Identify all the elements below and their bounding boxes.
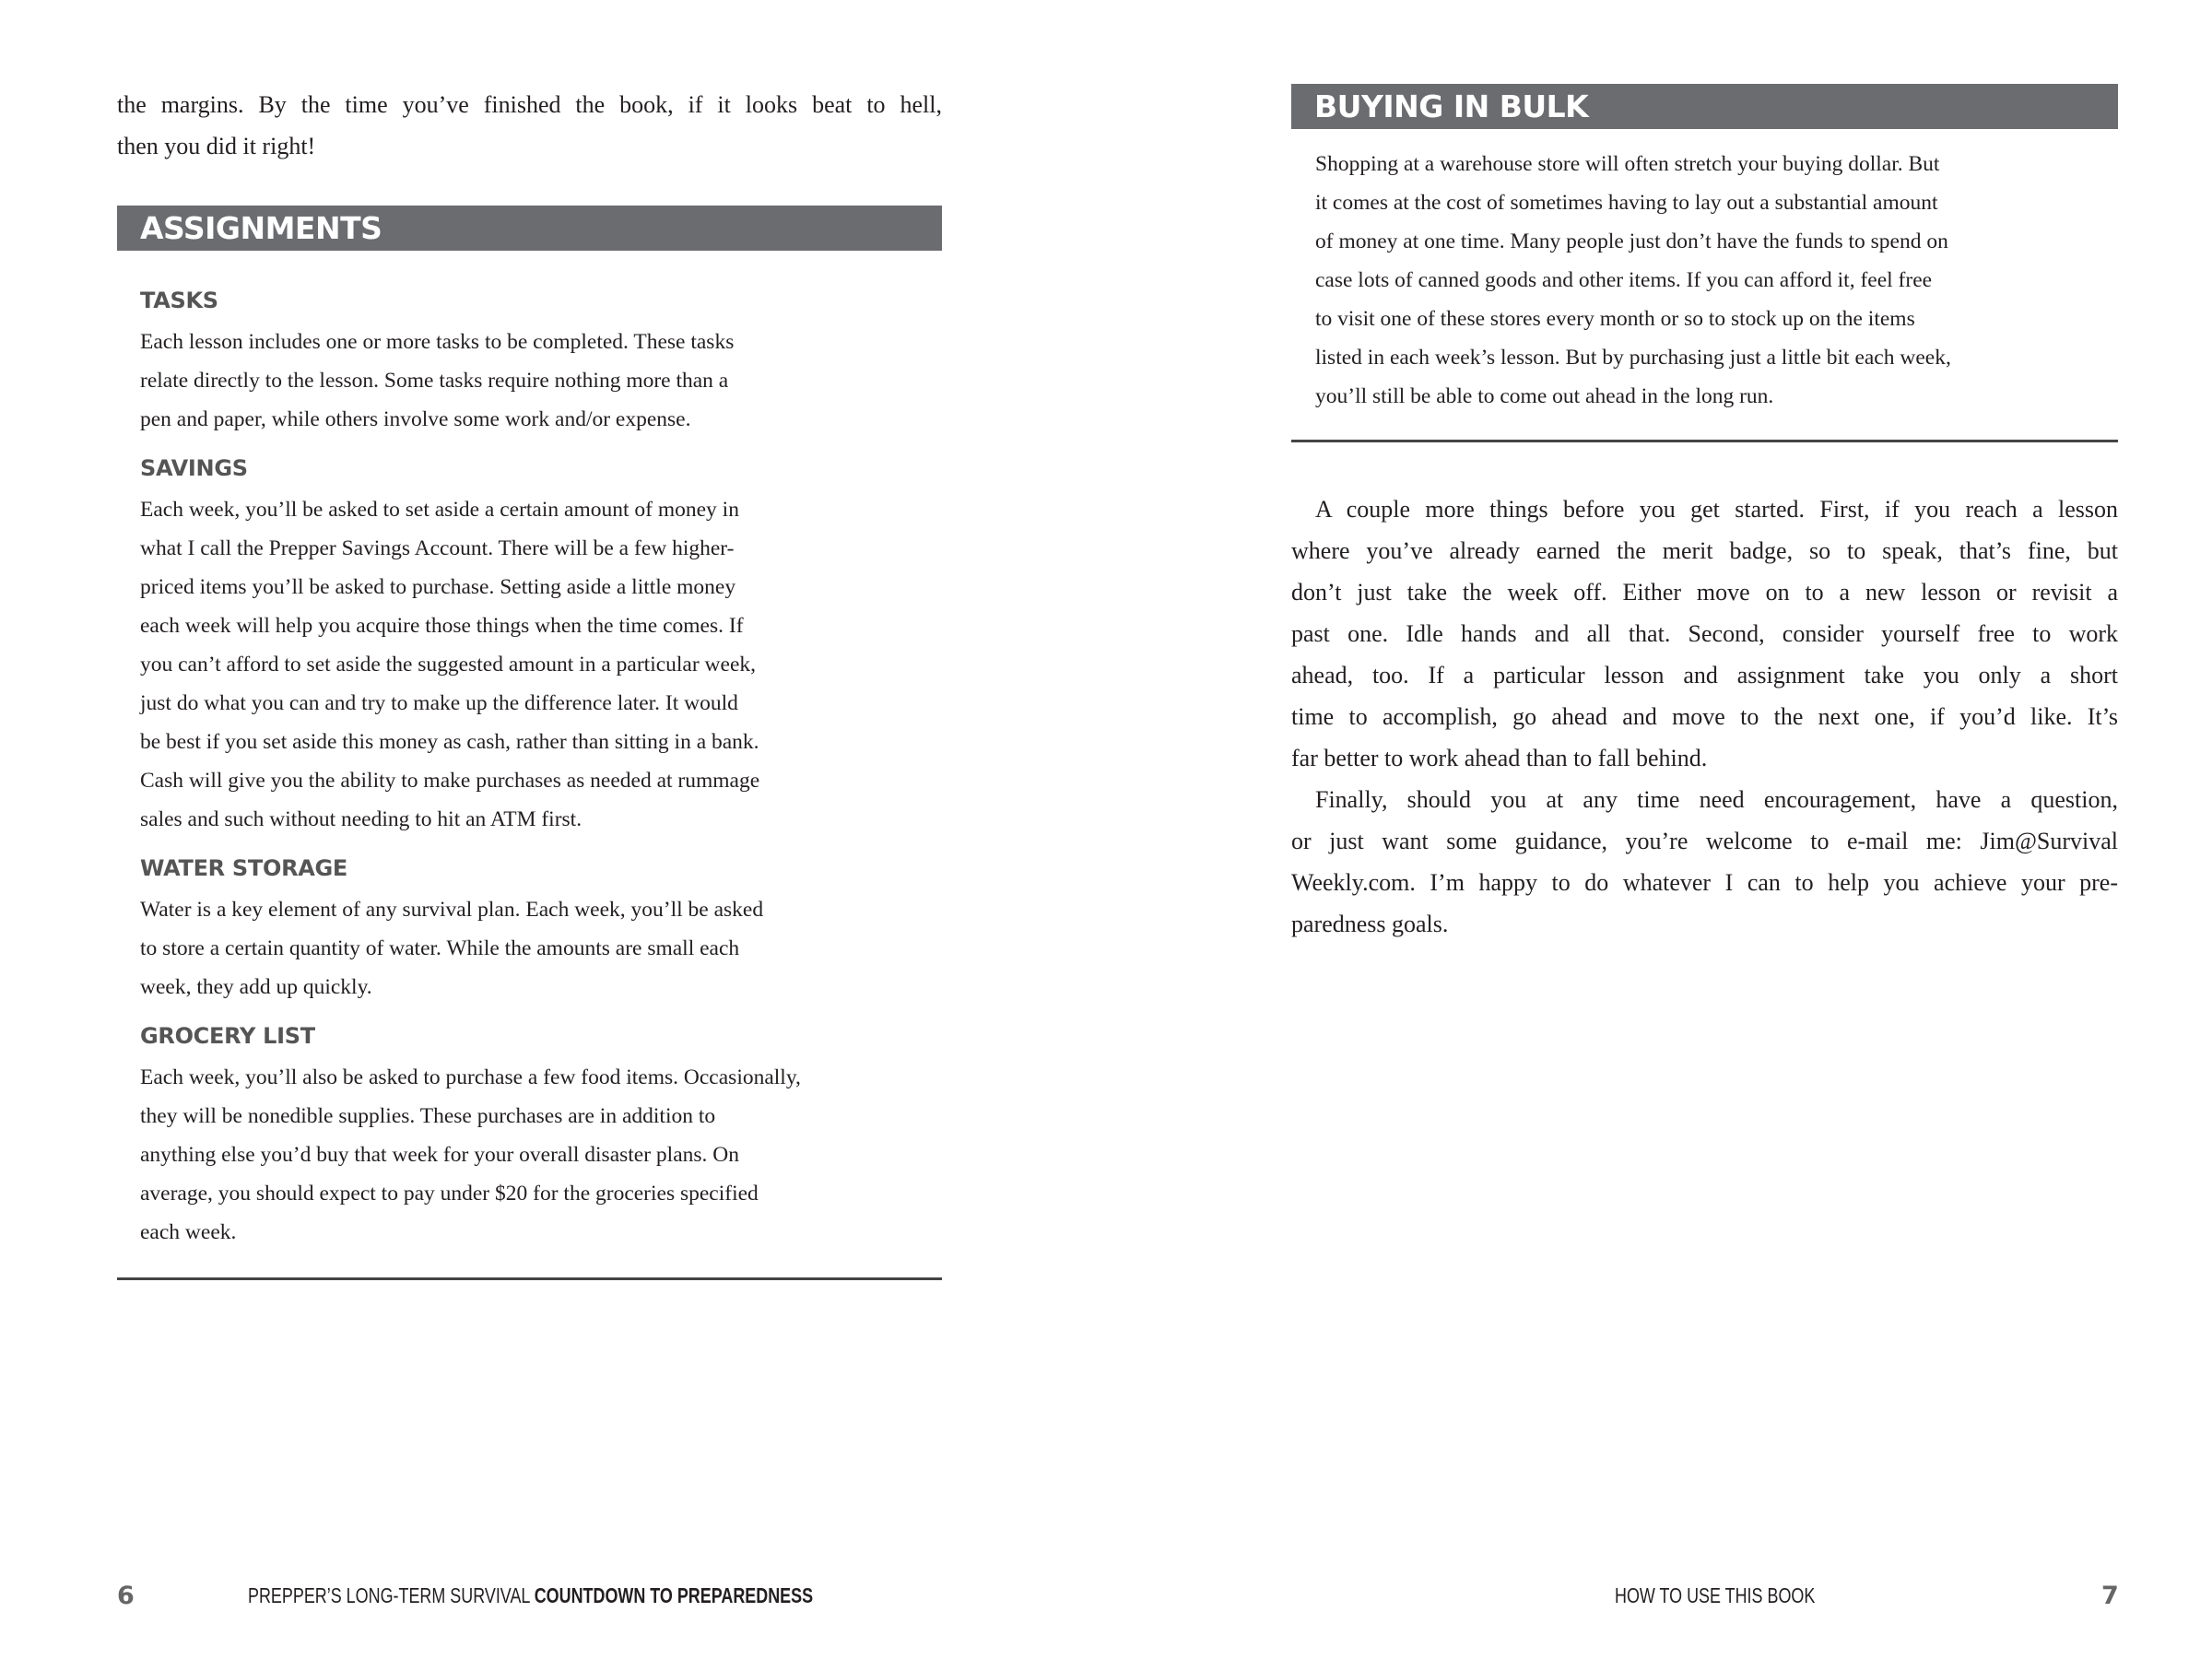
text-line: each week will help you acquire those things when the time comes. If (140, 614, 744, 638)
text-line: or just want some guidance, you’re welcome to e-mail me: Jim@Survival (1291, 828, 2118, 854)
text-line: week, they add up quickly. (140, 975, 372, 999)
assignment-section (140, 278, 942, 439)
text-line: of money at one time. Many people just don’t have the funds to spend on (1315, 229, 1948, 253)
text-line: just do what you can and try to make up the difference later. It would (140, 691, 738, 715)
running-head-plain: PREPPER’S LONG-TERM SURVIVAL (248, 1583, 535, 1607)
section-heading: WATER STORAGE (140, 855, 348, 881)
left-intro (117, 84, 942, 167)
text-line: Each week, you’ll also be asked to purchase a few food items. Occasionally, (140, 1065, 801, 1089)
text-line: be best if you set aside this money as cash, rather than sitting in a bank. (140, 730, 759, 754)
text-line: to store a certain quantity of water. While the amounts are small each (140, 936, 740, 960)
text-line: they will be nonedible supplies. These purchases are in addition to (140, 1104, 716, 1128)
text-line: don’t just take the week off. Either move on to a new lesson or revisit a (1291, 579, 2118, 606)
buying-in-bulk-box (1291, 145, 2118, 416)
text-line: listed in each week’s lesson. But by purchasing just a little bit each week, (1315, 346, 1951, 370)
text-line: anything else you’d buy that week for your overall disaster plans. On (140, 1143, 740, 1167)
text-line: sales and such without needing to hit an ATM first. (140, 807, 582, 831)
section-heading: SAVINGS (140, 455, 248, 481)
text-line: A couple more things before you get started. First, if you reach a lesson (1291, 496, 2118, 523)
text-line: what I call the Prepper Savings Account. There will be a few higher- (140, 536, 735, 560)
right-body (1291, 488, 2118, 945)
assignments-box (117, 278, 942, 1259)
page-number-left: 6 (117, 1582, 135, 1610)
text-line: Each week, you’ll be asked to set aside a certain amount of money in (140, 498, 739, 522)
text-line: each week. (140, 1220, 237, 1244)
text-line: case lots of canned goods and other items. If you can afford it, feel free (1315, 268, 1933, 292)
text-line: the margins. By the time you’ve finished the book, if it looks beat to hell, (117, 91, 942, 118)
text-line: Water is a key element of any survival plan. Each week, you’ll be asked (140, 898, 764, 922)
text-line: far better to work ahead than to fall behind. (1291, 745, 1708, 771)
text-line: where you’ve already earned the merit badge, so to speak, that’s fine, but (1291, 537, 2118, 564)
text-line: past one. Idle hands and all that. Second, consider yourself free to work (1291, 620, 2118, 647)
running-head-left (248, 1583, 813, 1608)
running-head-right: HOW TO USE THIS BOOK (1615, 1583, 1816, 1607)
text-line: Shopping at a warehouse store will often stretch your buying dollar. But (1315, 152, 1940, 176)
text-line: ahead, too. If a particular lesson and assignment take you only a short (1291, 662, 2118, 688)
text-line: time to accomplish, go ahead and move to the next one, if you’d like. It’s (1291, 703, 2118, 730)
text-line: you can’t afford to set aside the suggested amount in a particular week, (140, 653, 757, 677)
assignments-header: ASSIGNMENTS (117, 206, 942, 251)
page-number-right: 7 (2101, 1582, 2119, 1610)
text-line: relate directly to the lesson. Some tasks require nothing more than a (140, 369, 729, 393)
text-line: you’ll still be able to come out ahead in the long run. (1315, 384, 1774, 408)
assignment-section (140, 846, 942, 1006)
assignment-section (140, 446, 942, 839)
assignment-section (140, 1014, 942, 1252)
text-line: priced items you’ll be asked to purchase. Setting aside a little money (140, 575, 736, 599)
text-line: Cash will give you the ability to make purchases as needed at rummage (140, 769, 760, 793)
text-line: pen and paper, while others involve some work and/or expense. (140, 407, 691, 431)
left-column (117, 84, 942, 1280)
text-line: to visit one of these stores every month or so to stock up on the items (1315, 307, 1915, 331)
text-line: Each lesson includes one or more tasks to be completed. These tasks (140, 330, 735, 354)
running-head-bold: COUNTDOWN TO PREPAREDNESS (534, 1583, 814, 1607)
section-heading: TASKS (140, 288, 218, 313)
assignments-bottom-rule (117, 1277, 942, 1280)
buying-in-bulk-header: BUYING IN BULK (1291, 84, 2118, 129)
text-line: average, you should expect to pay under $20 for the groceries specified (140, 1182, 759, 1206)
right-column (1291, 84, 2118, 945)
buying-in-bulk-bottom-rule (1291, 440, 2118, 442)
text-line: it comes at the cost of sometimes having to lay out a substantial amount (1315, 191, 1938, 215)
text-line: then you did it right! (117, 133, 316, 159)
text-line: Finally, should you at any time need encouragement, have a question, (1291, 786, 2118, 813)
section-heading: GROCERY LIST (140, 1023, 315, 1049)
text-line: paredness goals. (1291, 911, 1449, 937)
text-line: Weekly.com. I’m happy to do whatever I can to help you achieve your pre- (1291, 869, 2118, 896)
